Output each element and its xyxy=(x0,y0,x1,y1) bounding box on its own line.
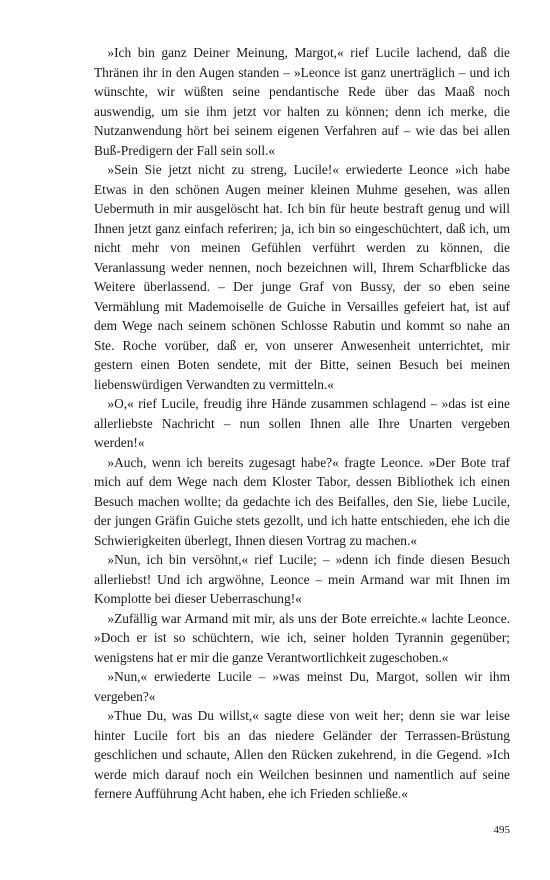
paragraph-8: »Thue Du, was Du willst,« sagte diese von weit her; denn sie war leise hinter Lucile fort bis an das niedere Geländer der Terrassen-Brüstung geschlichen und schaute, Allen den Rücken zukehrend, in die Gegend. »Ich werde mich darauf noch ein Weilchen besinnen und namentlich auf seine fernere Aufführung Acht haben, ehe ich Frieden schließe.« xyxy=(94,708,510,801)
paragraph-3: »O,« rief Lucile, freudig ihre Hände zusammen schlagend – »das ist eine allerliebste Nachricht – nun sollen Ihnen alle Ihre Unarten vergeben werden!« xyxy=(94,396,510,450)
paragraph-5: »Nun, ich bin versöhnt,« rief Lucile; – »denn ich finde diesen Besuch allerliebst! Und ich argwöhne, Leonce – mein Armand war mit Ihnen im Komplotte bei dieser Ueberraschung!« xyxy=(94,552,510,606)
paragraph-4: »Auch, wenn ich bereits zugesagt habe?« fragte Leonce. »Der Bote traf mich auf dem Wege nach dem Kloster Tabor, dessen Bibliothek ich einen Besuch machen wollte; da gedachte ich des Beifalles, den Sie, liebe Lucile, der jungen Gräfin Guiche stets gezollt, und ich hatte entschieden, ehe ich die Schwierigkeiten überlegt, Ihnen diesen Vortrag zu machen.« xyxy=(94,454,510,548)
paragraph-7: »Nun,« erwiederte Lucile – »was meinst Du, Margot, sollen wir ihm vergeben?« xyxy=(94,669,510,704)
paragraph-1: »Ich bin ganz Deiner Meinung, Margot,« rief Lucile lachend, daß die Thränen ihr in den Augen standen – »Leonce ist ganz unerträglich – und ich wünschte, wir wüßten seine pendantische Rede über das Maaß noch auswendig, um sie ihm jetzt vor halten zu können; denn ich merke, die Nutzanwendung hört bei seinem eigenen Verfahren auf – wie das bei allen Buß-Predigern der Fall sein soll.« xyxy=(94,45,510,158)
paragraph-6: »Zufällig war Armand mit mir, als uns der Bote erreichte.« lachte Leonce. »Doch er ist so schüchtern, wie ich, seiner holden Tyrannin gegenüber; wenigstens hat er mir die ganze Verantwortlichkeit zugeschoben.« xyxy=(94,610,510,665)
page-number: 495 xyxy=(493,824,510,836)
paragraph-2: »Sein Sie jetzt nicht zu streng, Lucile!« erwiederte Leonce »ich habe Etwas in den schönen Augen meiner kleinen Muhme gesehen, was allen Uebermuth in mir ausgelöscht hat. Ich bin für heute bestraft genug und will Ihnen jetzt ganz einfach referiren; ja, ich bin so eingeschüchtert, daß ich, um nicht mehr von meinen Gefühlen verführt werden zu können, die Veranlassung weder nennen, noch bezeichnen will, Ihrem Scharfblicke das Weitere überlassend. – Der junge Graf von Bussy, der so eben seine Vermählung mit Mademoiselle de Guiche in Versailles gefeiert hat, ist auf dem Wege nach seinem schönen Schlosse Rabutin und kommt so nahe an Ste. Roche vorüber, daß er, von unserer Anwesenheit unterrichtet, mir gestern einen Boten sendete, mit der Bitte, seinen Besuch bei meinen liebenswürdigen Verwandten zu vermitteln.« xyxy=(94,162,510,392)
page-body xyxy=(94,43,510,804)
